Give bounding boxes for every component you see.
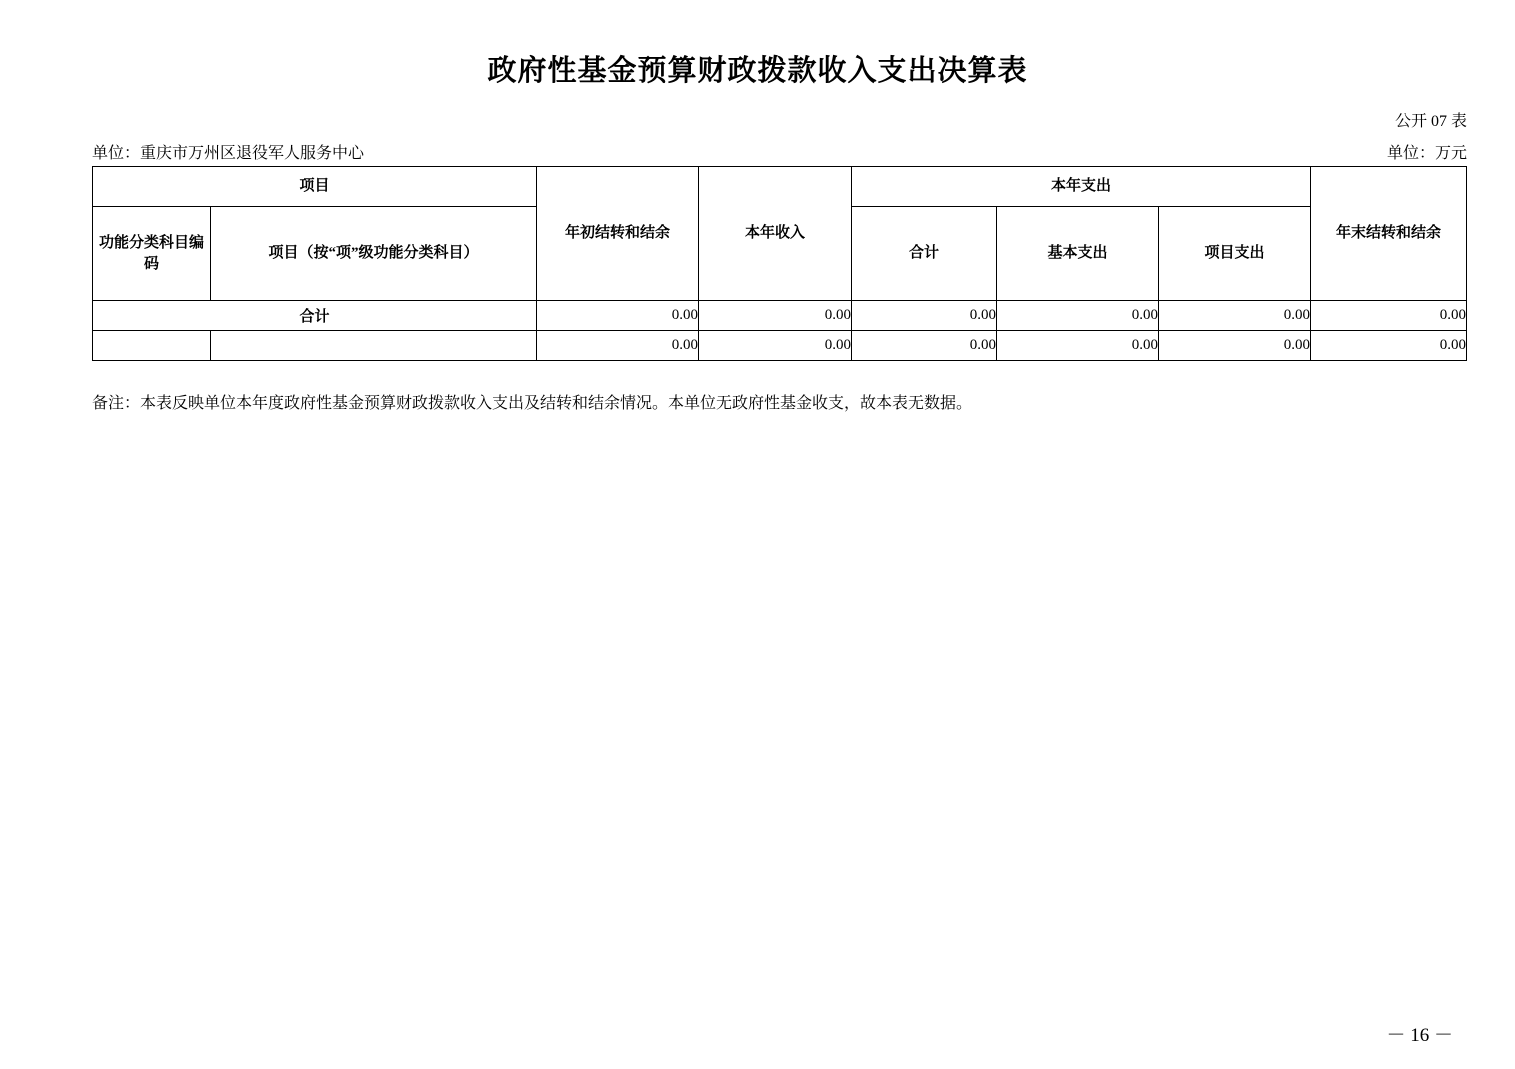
header-function-code: 功能分类科目编码 [93,207,211,301]
table-note: 备注：本表反映单位本年度政府性基金预算财政拨款收入支出及结转和结余情况。本单位无政府性基金收支，故本表无数据。 [92,395,973,412]
cell-end-balance: 0.00 [1311,301,1467,331]
header-project-group: 项目 [93,167,537,207]
cell-function-code [93,331,211,361]
row-label-total: 合计 [93,301,537,331]
header-year-expense-group: 本年支出 [852,167,1311,207]
cell-expense-total: 0.00 [852,331,997,361]
header-expense-total: 合计 [852,207,997,301]
cell-year-income: 0.00 [699,331,852,361]
page-number: － 16 － [1386,1025,1453,1046]
cell-expense-total: 0.00 [852,301,997,331]
cell-expense-basic: 0.00 [997,331,1159,361]
header-end-balance: 年末结转和结余 [1311,167,1467,301]
page-title: 政府性基金预算财政拨款收入支出决算表 [487,55,1028,87]
cell-project-name [211,331,537,361]
cell-year-income: 0.00 [699,301,852,331]
cell-begin-balance: 0.00 [537,331,699,361]
form-number: 公开 07 表 [1394,113,1467,130]
budget-table [92,166,1467,361]
cell-expense-project: 0.00 [1159,301,1311,331]
header-begin-balance: 年初结转和结余 [537,167,699,301]
cell-expense-project: 0.00 [1159,331,1311,361]
header-expense-basic: 基本支出 [997,207,1159,301]
header-year-income: 本年收入 [699,167,852,301]
amount-unit-label: 单位：万元 [1386,145,1467,162]
header-expense-project: 项目支出 [1159,207,1311,301]
cell-expense-basic: 0.00 [997,301,1159,331]
cell-end-balance: 0.00 [1311,331,1467,361]
unit-name-label: 单位：重庆市万州区退役军人服务中心 [92,145,365,162]
table-row [93,301,1467,331]
table-header-row-1 [93,167,1467,207]
header-project-name: 项目（按“项”级功能分类科目） [211,207,537,301]
cell-begin-balance: 0.00 [537,301,699,331]
table-row [93,331,1467,361]
